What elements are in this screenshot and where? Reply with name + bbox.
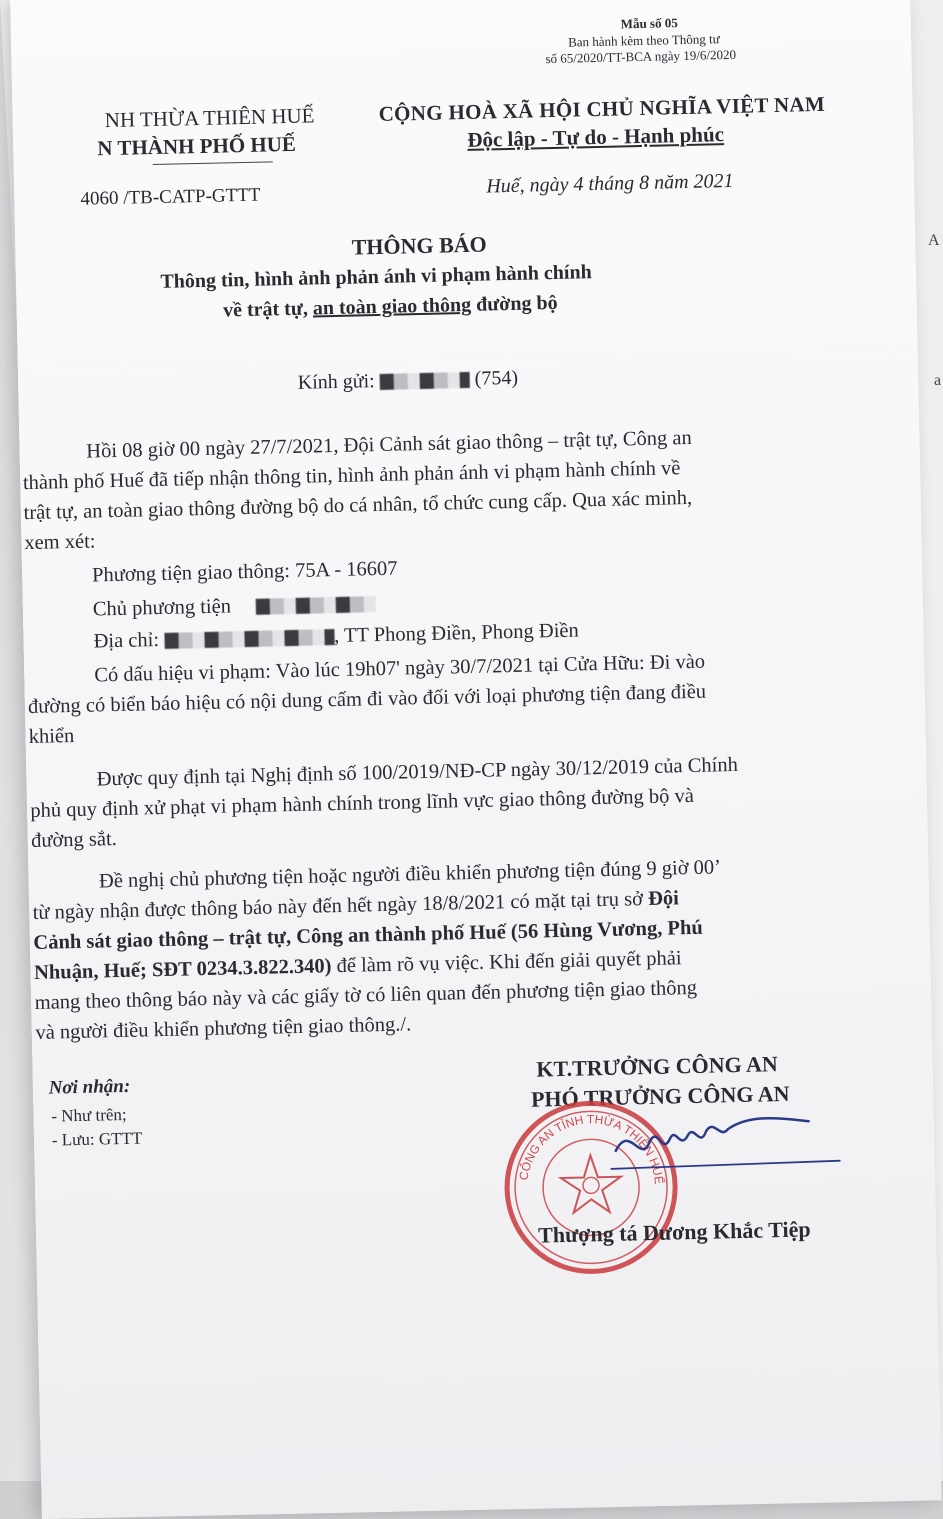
signer-name: Thượng tá Dương Khắc Tiệp [537, 1216, 811, 1248]
request-line6: và người điều khiển phương tiện giao thông./. [35, 1013, 412, 1044]
redacted-recipient-name [380, 372, 470, 390]
recipient-item-2: - Lưu: GTTT [51, 1128, 143, 1150]
request-line5: mang theo thông báo này và các giấy tờ có liên quan đến phương tiện giao thông [34, 976, 698, 1014]
form-issued-line1: Ban hành kèm theo Thông tư [567, 31, 720, 50]
violation-line2: đường có biển báo hiệu có nội dung cấm đi vào đối với loại phương tiện đang điều [27, 680, 707, 719]
form-number: Mẫu số 05 [620, 15, 678, 32]
recipient-label: Kính gửi: [297, 370, 375, 394]
signature-title-1: KT.TRƯỞNG CÔNG AN [536, 1051, 779, 1082]
stamp-text: CÔNG AN TỈNH THỪA THIÊN HUẾ [516, 1112, 667, 1185]
p1-line3: trật tự, an toàn giao thông đường bộ do cá nhân, tổ chức cung cấp. Qua xác minh, [23, 486, 693, 525]
violation-line1: Có dấu hiệu vi phạm: Vào lúc 19h07' ngày 30/7/2021 tại Cửa Hữu: Đi vào [94, 650, 706, 687]
recipient-suffix: (754) [474, 366, 519, 390]
document-title: THÔNG BÁO [351, 231, 488, 260]
document-subtitle-1: Thông tin, hình ảnh phản ánh vi phạm hành chính [160, 261, 592, 293]
regulation-line3: đường sắt. [30, 828, 118, 852]
recipient-line [298, 367, 519, 395]
document-number: 4060 /TB-CATP-GTTT [80, 184, 261, 210]
p1-line4: xem xét: [24, 530, 96, 555]
request-line4-text: để làm rõ vụ việc. Khi đến giải quyết phải [331, 947, 682, 978]
request-line2-text: từ ngày nhận được thông báo này đến hết ngày 18/8/2021 có mặt tại trụ sở [32, 888, 649, 924]
address-label: Địa chỉ: [93, 629, 160, 653]
agency-line1: NH THỪA THIÊN HUẾ [104, 103, 315, 133]
subtitle-part-b: an toàn giao thông [312, 293, 472, 320]
p1-line1: Hồi 08 giờ 00 ngày 27/7/2021, Đội Cảnh sát giao thông – trật tự, Công an [86, 426, 692, 463]
request-line2-bold: Đội [647, 887, 680, 911]
nation-motto: Độc lập - Tự do - Hạnh phúc [467, 122, 725, 152]
signature-title-2: PHÓ TRƯỞNG CÔNG AN [530, 1080, 790, 1112]
redacted-owner-name [256, 596, 376, 615]
redacted-address [164, 629, 334, 649]
recipients-title: Nơi nhận: [48, 1075, 131, 1099]
nation-title: CỘNG HOÀ XÃ HỘI CHỦ NGHĨA VIỆT NAM [378, 91, 826, 126]
vehicle-line: Phương tiện giao thông: 75A - 16607 [91, 557, 398, 587]
document-date: Huế, ngày 4 tháng 8 năm 2021 [486, 169, 734, 198]
subtitle-part-a: về trật tự, [222, 297, 314, 322]
signature-scribble [609, 1106, 851, 1181]
request-line3: Cảnh sát giao thông – trật tự, Công an thành phố Huế (56 Hùng Vương, Phú [33, 916, 703, 954]
address-tail: , TT Phong Điền, Phong Điền [333, 619, 579, 648]
form-issued-line2: số 65/2020/TT-BCA ngày 19/6/2020 [545, 46, 737, 67]
subtitle-part-c: đường bộ [470, 291, 558, 316]
regulation-line2: phủ quy định xử phạt vi phạm hành chính trong lĩnh vực giao thông đường bộ và [30, 784, 695, 822]
request-line1: Đề nghị chủ phương tiện hoặc người điều khiển phương tiện đúng 9 giờ 00’ [98, 856, 722, 893]
request-line4-bold: Nhuận, Huế; SĐT 0234.3.822.340) [33, 955, 332, 984]
edge-character-2: a [934, 372, 942, 389]
agency-divider [153, 161, 273, 165]
edge-character-1: A [928, 232, 940, 249]
violation-line3: khiển [28, 724, 75, 749]
p1-line2: thành phố Huế đã tiếp nhận thông tin, hình ảnh phản ánh vi phạm hành chính về [22, 457, 681, 495]
owner-label: Chủ phương tiện [92, 595, 232, 621]
regulation-line1: Được quy định tại Nghị định số 100/2019/NĐ-CP ngày 30/12/2019 của Chính [96, 753, 739, 791]
owner-line [93, 592, 377, 621]
agency-line2: N THÀNH PHỐ HUẾ [97, 131, 297, 161]
recipient-item-1: - Như trên; [51, 1104, 127, 1126]
address-line [93, 620, 579, 654]
document-subtitle-2 [223, 292, 558, 323]
